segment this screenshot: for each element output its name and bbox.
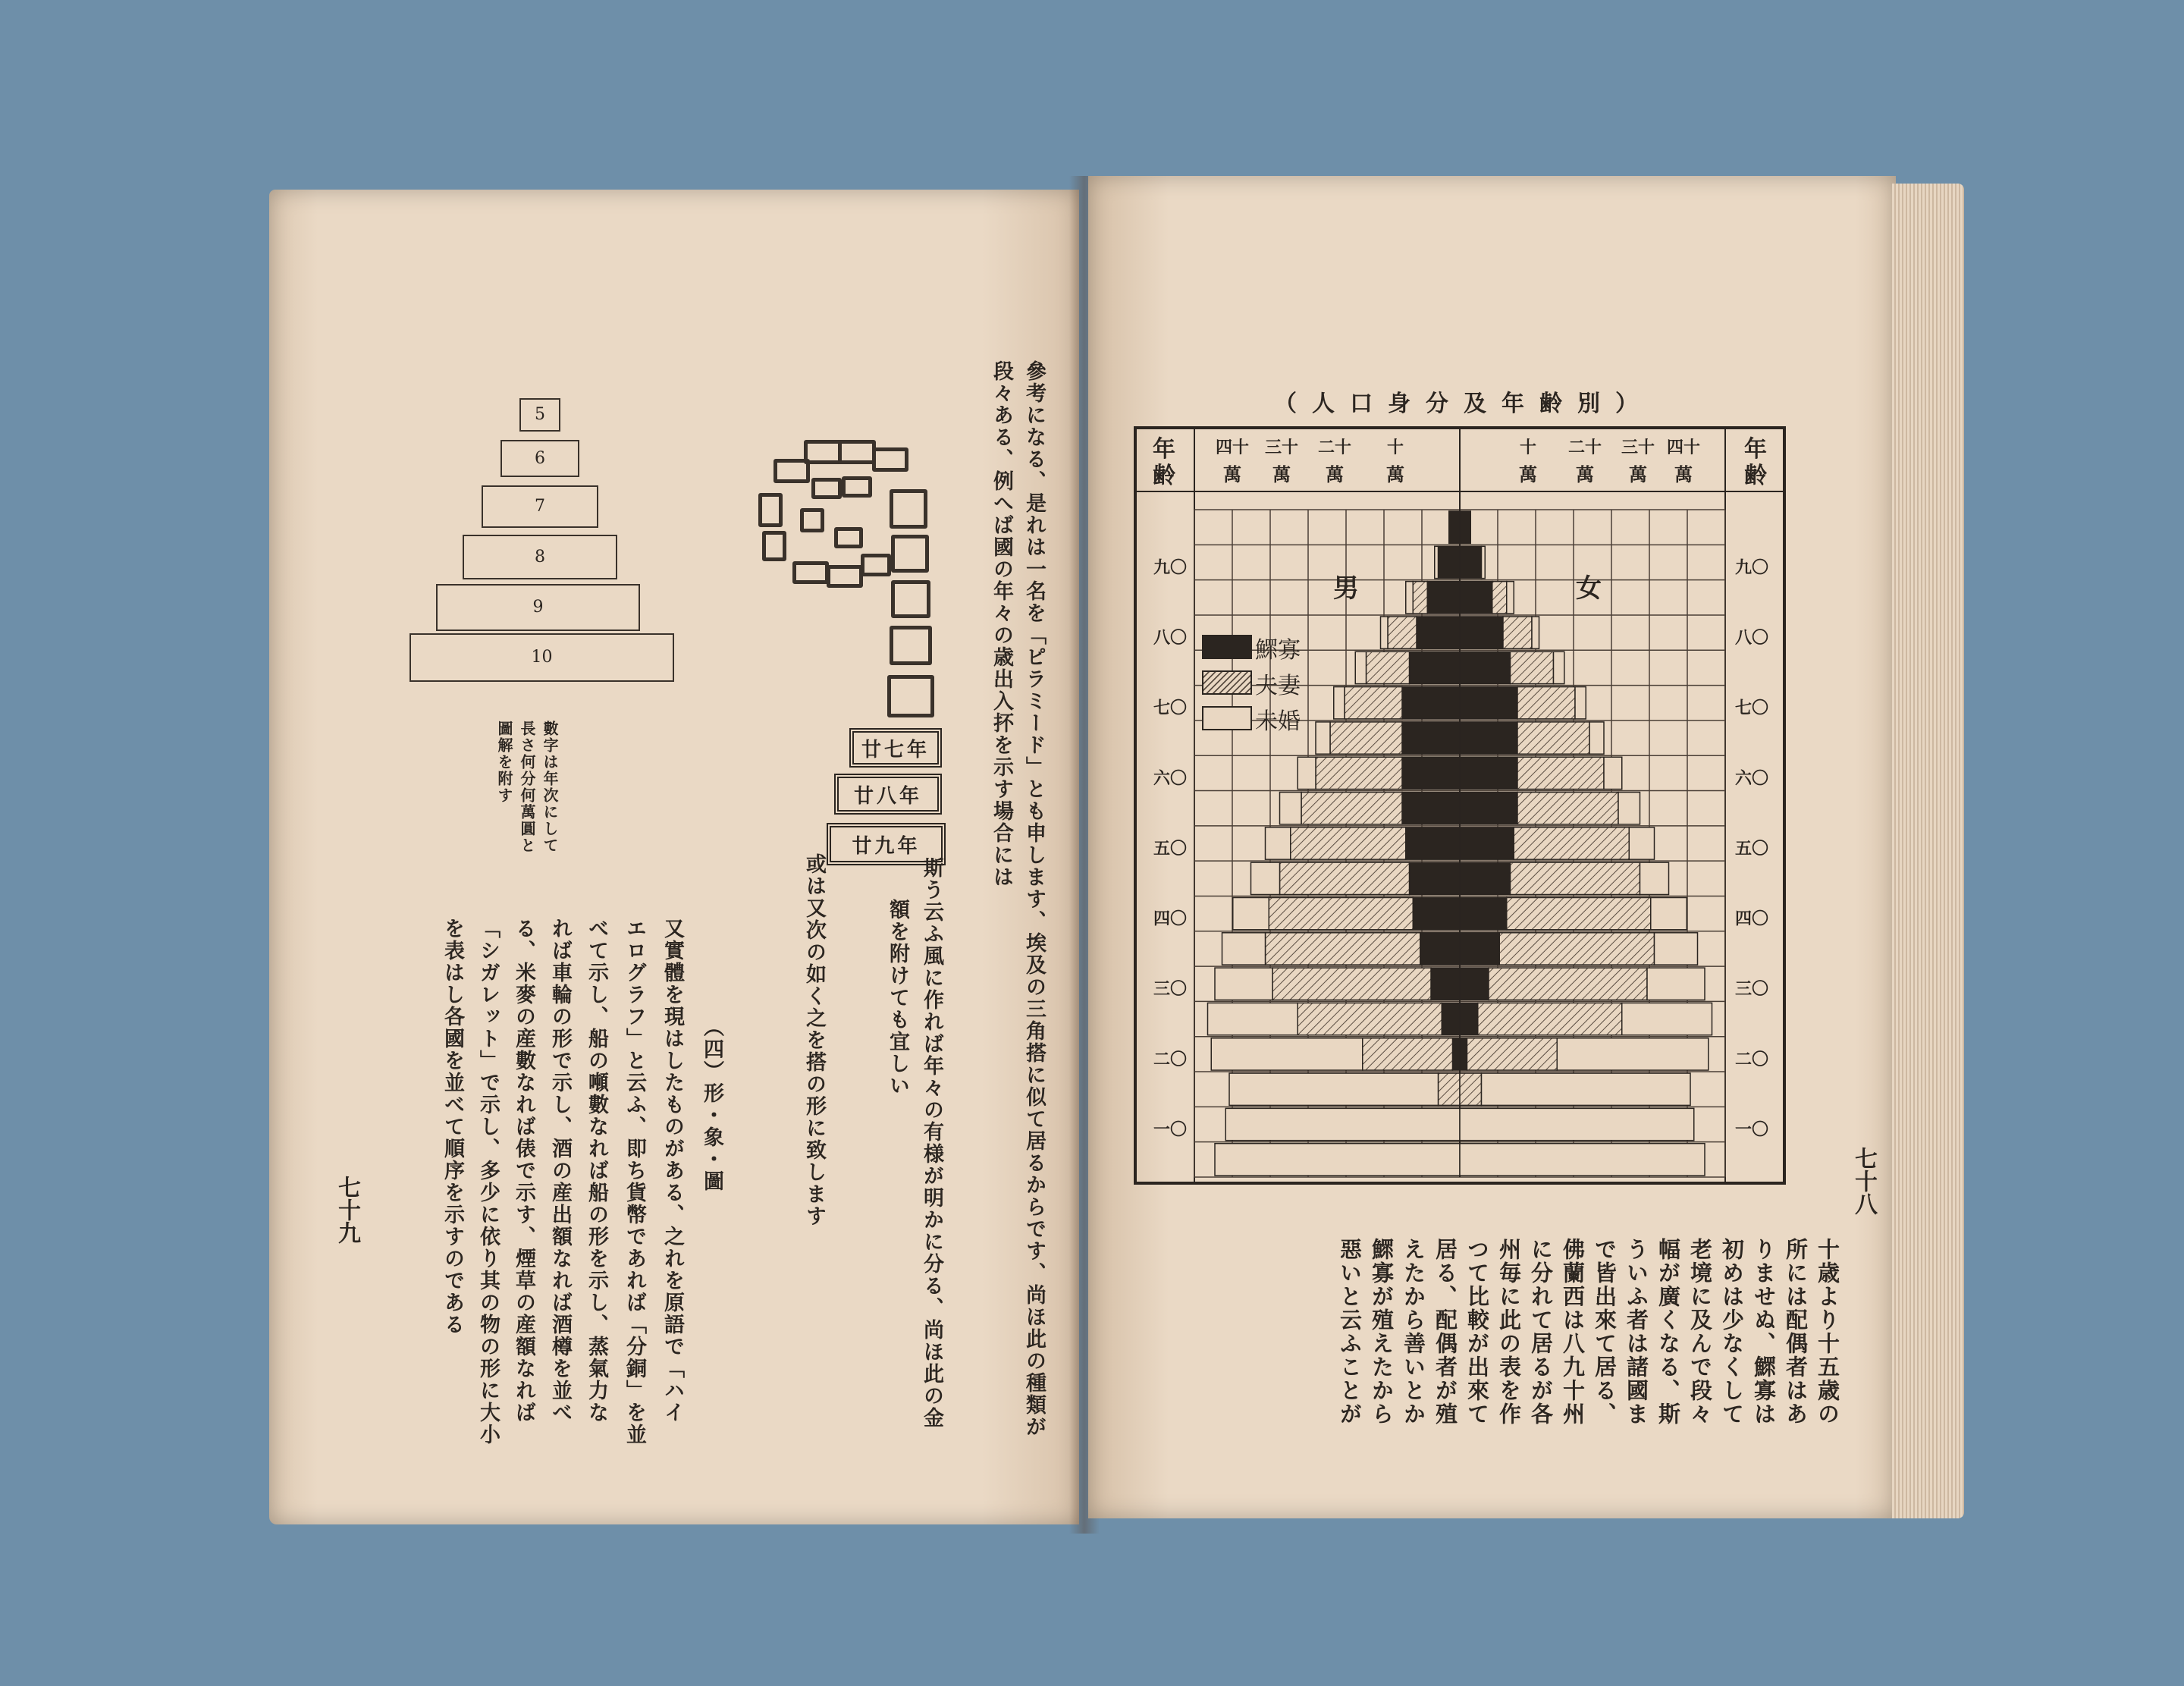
- bar-widowed: [1427, 582, 1460, 614]
- bar-widowed: [1431, 968, 1460, 1000]
- scale-label: 萬: [1326, 463, 1344, 485]
- bar-married: [1517, 793, 1618, 824]
- scale-label: 萬: [1386, 463, 1404, 485]
- text-column: 「シガレット」で示し、多少に依り其の物の形に大小: [476, 918, 500, 1446]
- bar-married: [1499, 933, 1654, 965]
- year-box: 廿七年: [849, 728, 942, 768]
- age-tick-label: 七〇: [1734, 698, 1769, 718]
- bar-single: [1482, 546, 1486, 578]
- age-tick-label: 七〇: [1153, 698, 1188, 718]
- age-tick-label: 二〇: [1153, 1049, 1188, 1069]
- bar-single: [1211, 1038, 1363, 1070]
- text-column: 初めは少なくして: [1719, 1238, 1745, 1426]
- pyramid-level: 6: [500, 440, 579, 477]
- axis-age-label: 年: [1153, 436, 1175, 463]
- bar-single: [1251, 862, 1280, 894]
- text-column: 段々ある、例へば國の年々の歳出入抔を示す場合には: [990, 360, 1013, 888]
- text-column: を表はし各國を並べて順序を示すのである: [441, 918, 464, 1336]
- bar-widowed: [1402, 757, 1460, 789]
- age-tick-label: 三〇: [1734, 979, 1769, 1000]
- bar-single: [1482, 1073, 1691, 1105]
- page-number: 七十九: [334, 1176, 360, 1244]
- bar-single: [1629, 827, 1654, 859]
- bar-married: [1291, 827, 1406, 859]
- left-page: [269, 190, 1079, 1524]
- bar-widowed: [1460, 546, 1482, 578]
- pyramid-level: 10: [410, 633, 674, 682]
- text-column: る、米麥の産數なれば俵で示す、煙草の産額なれば: [512, 918, 535, 1424]
- bar-married: [1345, 687, 1402, 719]
- bar-single: [1406, 582, 1414, 614]
- bar-married: [1478, 1003, 1622, 1035]
- text-column: 鰥寡が殖えたから: [1369, 1238, 1395, 1426]
- bar-single: [1208, 1003, 1298, 1035]
- age-tick-label: 八〇: [1153, 628, 1188, 648]
- bar-married: [1514, 827, 1629, 859]
- text-column: 斯う云ふ風に作れば年々の有様が明かに分る、尚ほ此の金: [920, 857, 943, 1429]
- text-column: 額を附けても宜しい: [886, 899, 909, 1097]
- bar-widowed: [1460, 511, 1470, 543]
- legend-label: 未婚: [1255, 708, 1301, 735]
- right-page: [1088, 176, 1896, 1518]
- text-column: 又實體を現はしたものがある、之れを原語で「ハイ: [661, 918, 684, 1424]
- bar-single: [1640, 862, 1669, 894]
- bar-single: [1655, 933, 1698, 965]
- bar-single: [1225, 1108, 1460, 1140]
- bar-widowed: [1460, 722, 1517, 754]
- bar-widowed: [1460, 968, 1489, 1000]
- age-tick-label: 九〇: [1734, 557, 1769, 578]
- age-tick-label: 二〇: [1734, 1049, 1769, 1069]
- age-tick-label: 八〇: [1734, 628, 1769, 648]
- bar-single: [1647, 968, 1705, 1000]
- scale-label: 十: [1386, 438, 1404, 457]
- scale-label: 萬: [1272, 463, 1291, 485]
- legend-label: 鰥寡: [1255, 637, 1301, 664]
- scale-label: 十: [1519, 438, 1537, 457]
- bar-married: [1489, 968, 1647, 1000]
- text-column: 惡いと云ふことが: [1337, 1238, 1363, 1426]
- legend-swatch-married: [1202, 670, 1252, 695]
- text-column: に分れて居るが各: [1528, 1238, 1554, 1426]
- text-column: えたから善いとか: [1401, 1238, 1426, 1426]
- bar-married: [1413, 582, 1427, 614]
- bar-married: [1460, 1073, 1482, 1105]
- scale-label: 萬: [1629, 463, 1647, 485]
- scale-label: 萬: [1576, 463, 1594, 485]
- bar-single: [1507, 582, 1514, 614]
- pyramid-level: 7: [482, 485, 598, 528]
- bar-single: [1589, 722, 1604, 754]
- scale-label: 二十: [1317, 438, 1352, 457]
- pyramid-caption: 圖解を附す: [495, 721, 513, 804]
- bar-single: [1334, 687, 1345, 719]
- bar-widowed: [1402, 722, 1460, 754]
- age-tick-label: 六〇: [1153, 768, 1188, 789]
- age-tick-label: 四〇: [1734, 909, 1769, 929]
- page-edges: [1892, 184, 1964, 1518]
- side-label-male: 男: [1333, 573, 1359, 604]
- bar-married: [1367, 651, 1410, 683]
- pyramid-level: 8: [463, 535, 617, 579]
- bar-single: [1229, 1073, 1439, 1105]
- text-column: 居る、配偶者が殖: [1432, 1238, 1458, 1426]
- text-column: 佛蘭西は八九十州: [1560, 1238, 1586, 1426]
- bar-widowed: [1453, 1038, 1461, 1070]
- bar-married: [1503, 617, 1532, 648]
- year-box: 廿九年: [827, 823, 946, 865]
- age-tick-label: 五〇: [1153, 838, 1188, 859]
- scale-label: 萬: [1223, 463, 1241, 485]
- text-column: 參考になる、是れは一名を「ピラミード」とも申します、埃及の三角搭に似て居るからです、尚ほ此の種類が: [1022, 360, 1046, 1438]
- pyramid-caption: 數字は年次にして: [541, 721, 559, 854]
- bar-widowed: [1417, 617, 1460, 648]
- bar-widowed: [1410, 651, 1461, 683]
- bar-married: [1507, 897, 1651, 929]
- bar-married: [1511, 651, 1554, 683]
- scale-label: 二十: [1567, 438, 1602, 457]
- bar-widowed: [1460, 862, 1511, 894]
- bar-single: [1355, 651, 1366, 683]
- bar-single: [1604, 757, 1622, 789]
- bar-married: [1272, 968, 1431, 1000]
- bar-married: [1388, 617, 1417, 648]
- scale-label: 萬: [1519, 463, 1537, 485]
- legend-label: 夫妻: [1255, 673, 1301, 699]
- page-number: 七十八: [1850, 1147, 1877, 1215]
- bar-single: [1233, 897, 1269, 929]
- text-column: ういふ者は諸國ま: [1624, 1238, 1649, 1426]
- bar-married: [1511, 862, 1640, 894]
- text-column: エログラフ」と云ふ、即ち貨幣であれば「分銅」を並: [623, 918, 646, 1446]
- text-column: 幅が廣くなる、斯: [1655, 1238, 1681, 1426]
- bar-single: [1460, 1144, 1705, 1176]
- year-box: 廿八年: [834, 774, 942, 815]
- scale-label: 三十: [1264, 438, 1299, 457]
- text-column: べて示し、船の噸數なれば船の形を示し、蒸氣力な: [585, 918, 608, 1424]
- age-tick-label: 三〇: [1153, 979, 1188, 1000]
- bar-single: [1298, 757, 1316, 789]
- axis-age-label: 齢: [1744, 463, 1767, 489]
- legend-swatch-widowed: [1202, 635, 1252, 659]
- legend-swatch-single: [1202, 706, 1252, 730]
- pyramid-caption: 長さ何分何萬圓と: [518, 721, 536, 854]
- age-tick-label: 九〇: [1153, 557, 1188, 578]
- text-column: 老境に及んで段々: [1687, 1238, 1713, 1426]
- bar-single: [1557, 1038, 1709, 1070]
- bar-single: [1222, 933, 1266, 965]
- bar-single: [1280, 793, 1302, 824]
- bar-single: [1532, 617, 1539, 648]
- bar-married: [1517, 687, 1575, 719]
- bar-widowed: [1460, 1003, 1478, 1035]
- chart-title: （人口身分及年齢別）: [1274, 391, 1653, 417]
- bar-widowed: [1406, 827, 1460, 859]
- bar-widowed: [1460, 793, 1517, 824]
- text-column: つて比較が出來て: [1464, 1238, 1490, 1426]
- bar-married: [1269, 897, 1413, 929]
- bar-married: [1467, 1038, 1558, 1070]
- bar-single: [1575, 687, 1586, 719]
- bar-widowed: [1420, 933, 1460, 965]
- bar-widowed: [1460, 757, 1517, 789]
- bar-married: [1517, 757, 1604, 789]
- bar-married: [1316, 757, 1402, 789]
- text-column: 州毎に此の表を作: [1496, 1238, 1522, 1426]
- axis-age-label: 齢: [1153, 463, 1175, 489]
- bar-widowed: [1402, 687, 1460, 719]
- bar-single: [1381, 617, 1389, 648]
- age-tick-label: 一〇: [1153, 1119, 1188, 1140]
- text-column: 或は又次の如く之を搭の形に致します: [802, 853, 826, 1227]
- population-pyramid-chart: [1134, 426, 1786, 1185]
- text-column: れば車輪の形で示し、酒の産出額なれば酒樽を並べ: [548, 918, 572, 1424]
- text-column: 十歳より十五歳の: [1815, 1238, 1840, 1426]
- pyramid-level: 5: [519, 398, 560, 432]
- bar-single: [1215, 968, 1272, 1000]
- bar-single: [1435, 546, 1439, 578]
- bar-widowed: [1460, 582, 1492, 614]
- bar-widowed: [1413, 897, 1460, 929]
- bar-single: [1215, 1144, 1460, 1176]
- bar-married: [1517, 722, 1589, 754]
- bar-single: [1554, 651, 1564, 683]
- bar-married: [1301, 793, 1402, 824]
- scale-label: 三十: [1621, 438, 1655, 457]
- section-heading: （四）形・象・圖: [700, 1016, 723, 1192]
- bar-single: [1316, 722, 1330, 754]
- bar-widowed: [1449, 511, 1460, 543]
- text-column: で皆出來て居る、: [1592, 1238, 1618, 1426]
- bar-married: [1439, 1073, 1461, 1105]
- axis-age-label: 年: [1744, 436, 1767, 463]
- bar-widowed: [1439, 546, 1461, 578]
- open-book: [269, 176, 1975, 1541]
- bar-widowed: [1442, 1003, 1460, 1035]
- side-label-female: 女: [1576, 573, 1602, 604]
- bar-widowed: [1460, 933, 1499, 965]
- age-tick-label: 一〇: [1734, 1119, 1769, 1140]
- age-tick-label: 六〇: [1734, 768, 1769, 789]
- bar-single: [1651, 897, 1687, 929]
- text-column: 所には配偶者はあ: [1783, 1238, 1809, 1426]
- scale-label: 四十: [1215, 438, 1250, 457]
- pyramid-level: 9: [436, 584, 640, 631]
- bar-married: [1266, 933, 1420, 965]
- bar-widowed: [1460, 897, 1507, 929]
- bar-single: [1618, 793, 1640, 824]
- bar-widowed: [1402, 793, 1460, 824]
- scale-label: 萬: [1674, 463, 1693, 485]
- bar-married: [1363, 1038, 1453, 1070]
- bar-married: [1330, 722, 1402, 754]
- bar-widowed: [1460, 617, 1503, 648]
- bar-single: [1622, 1003, 1712, 1035]
- bar-single: [1460, 1108, 1694, 1140]
- bar-single: [1266, 827, 1291, 859]
- chart-bars: [1208, 511, 1712, 1176]
- text-column: りませぬ、鰥寡は: [1751, 1238, 1777, 1426]
- scale-label: 四十: [1666, 438, 1701, 457]
- bar-widowed: [1460, 1038, 1467, 1070]
- bar-married: [1492, 582, 1507, 614]
- age-tick-label: 五〇: [1734, 838, 1769, 859]
- bar-widowed: [1460, 651, 1511, 683]
- bar-widowed: [1410, 862, 1461, 894]
- bar-widowed: [1460, 687, 1517, 719]
- bar-married: [1298, 1003, 1442, 1035]
- bar-widowed: [1460, 827, 1514, 859]
- bar-married: [1280, 862, 1410, 894]
- age-tick-label: 四〇: [1153, 909, 1188, 929]
